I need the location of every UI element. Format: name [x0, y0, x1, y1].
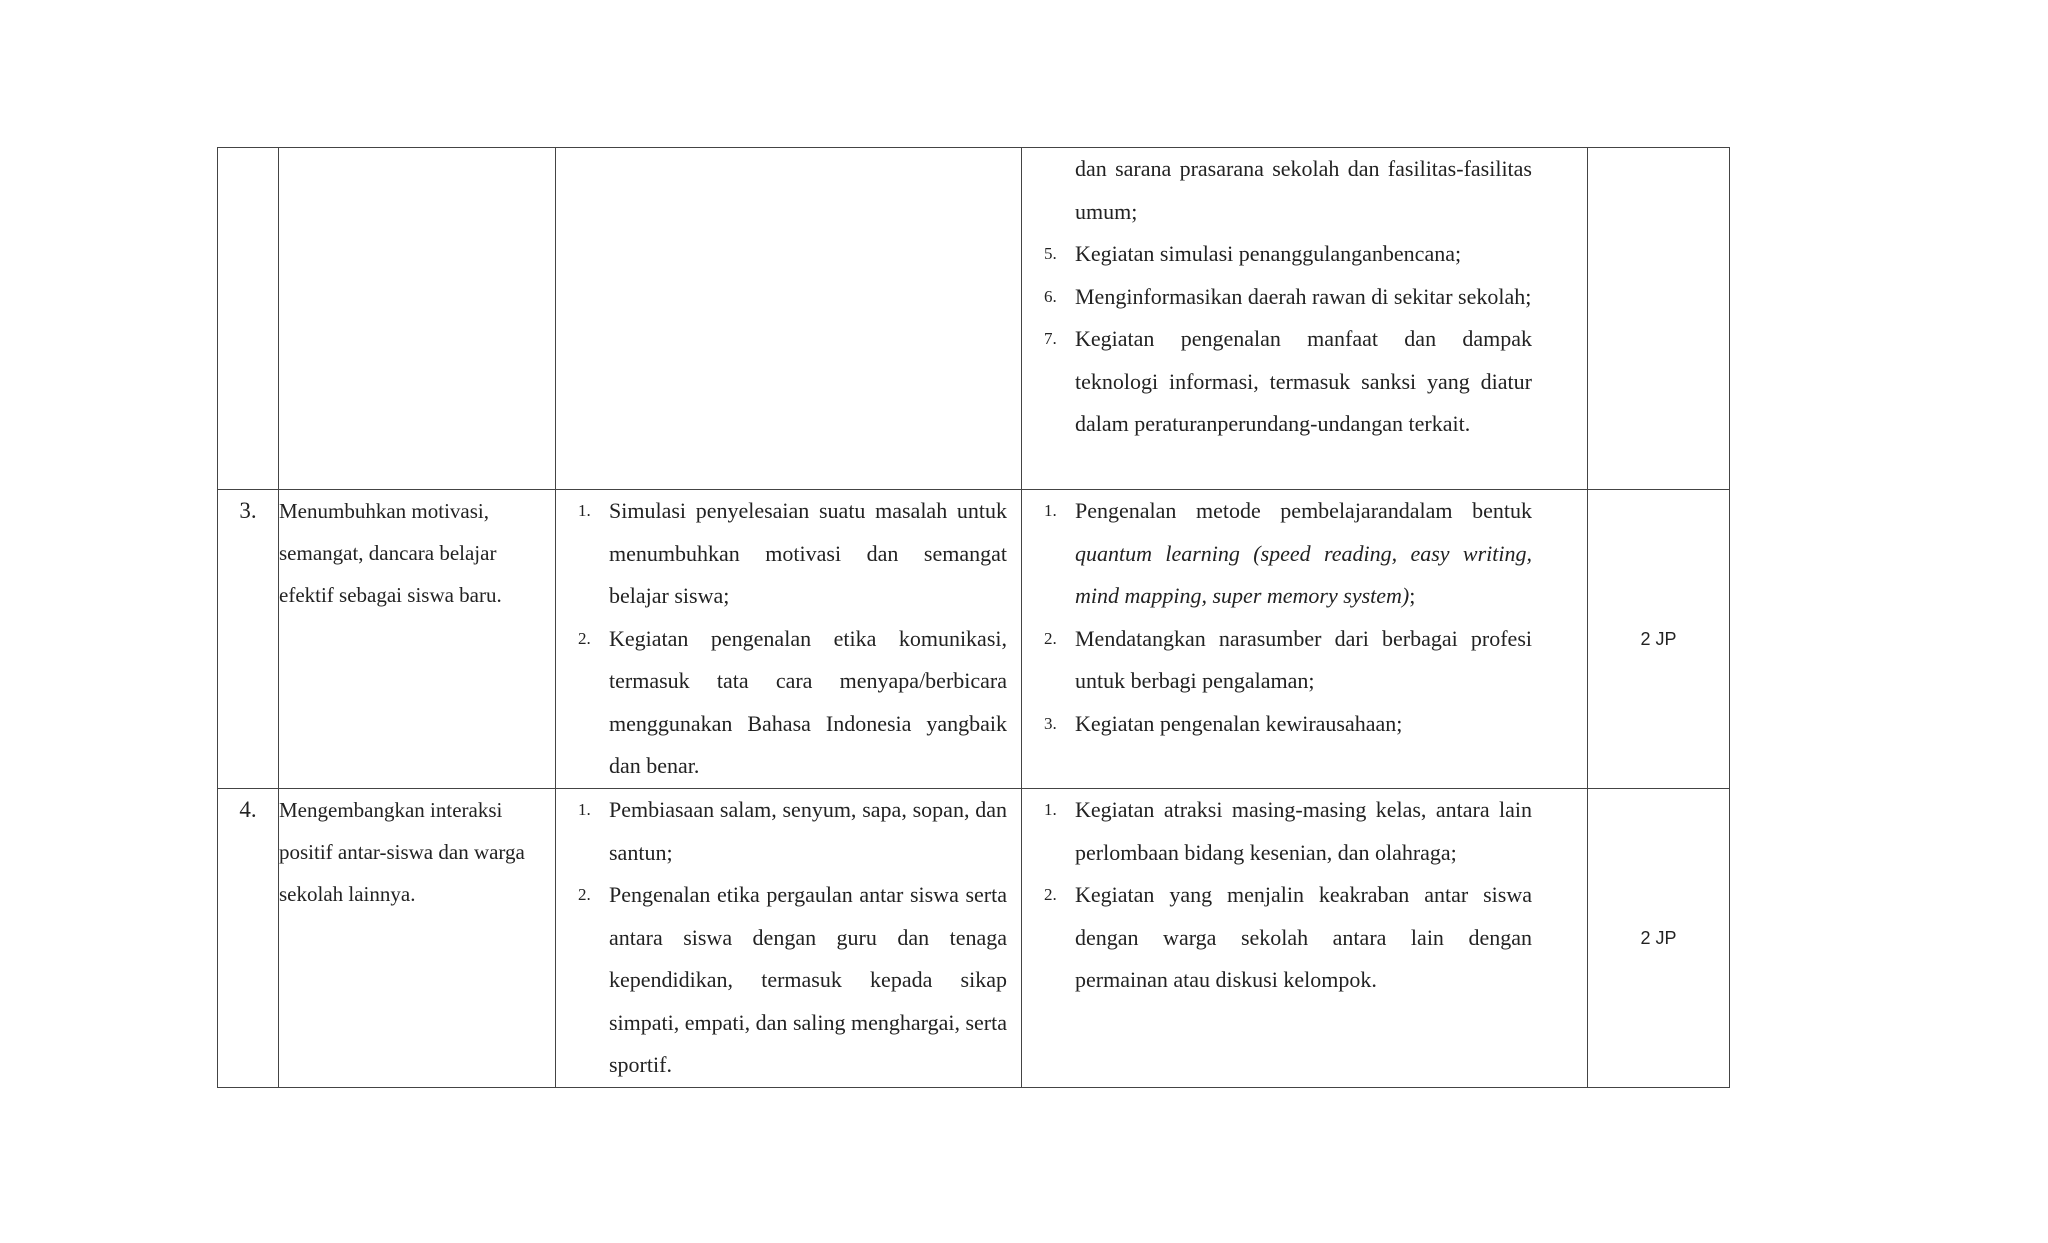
- row-time: 2 JP: [1588, 490, 1730, 789]
- row-time: 2 JP: [1588, 789, 1730, 1088]
- row-number: 4.: [218, 789, 279, 1088]
- row-goal: [279, 148, 556, 490]
- row-activities: [556, 789, 1022, 1088]
- list-item: 1. Kegiatan atraksi masing-masing kelas, antara lain perlombaan bidang kesenian, dan olahraga;: [1044, 797, 1532, 865]
- row-activities: [556, 490, 1022, 789]
- activity-table: [217, 147, 1730, 1088]
- list-item: 7. Kegiatan pengenalan manfaat dan dampak teknologi informasi, termasuk sanksi yang diatur dalam peraturanperundang-undangan terkait.: [1044, 326, 1532, 436]
- list-item: 2. Pengenalan etika pergaulan antar siswa serta antara siswa dengan guru dan tenaga kependidikan, termasuk kepada sikap simpati, empati, dan saling menghargai, serta sportif.: [578, 882, 1007, 1077]
- table-row: [218, 789, 1730, 1088]
- list-item: 2. Kegiatan yang menjalin keakraban antar siswa dengan warga sekolah antara lain dengan permainan atau diskusi kelompok.: [1044, 882, 1532, 992]
- list-item: 2. Kegiatan pengenalan etika komunikasi, termasuk tata cara menyapa/berbicara menggunakan Bahasa Indonesia yangbaik dan benar.: [578, 625, 1007, 778]
- row-goal: Mengembangkan interaksi positif antar-siswa dan warga sekolah lainnya.: [279, 789, 556, 1088]
- list-item: 2. Mendatangkan narasumber dari berbagai profesi untuk berbagi pengalaman;: [1044, 625, 1532, 693]
- list-item: 1. Simulasi penyelesaian suatu masalah untuk menumbuhkan motivasi dan semangat belajar siswa;: [578, 498, 1007, 608]
- row-goal: Menumbuhkan motivasi, semangat, dancara belajar efektif sebagai siswa baru.: [279, 490, 556, 789]
- list-item: 1. Pembiasaan salam, senyum, sapa, sopan, dan santun;: [578, 797, 1007, 865]
- row-materials: [1022, 490, 1588, 789]
- list-item: 3. Kegiatan pengenalan kewirausahaan;: [1044, 710, 1403, 736]
- table-row: [218, 148, 1730, 490]
- list-item: 1. Pengenalan metode pembelajarandalam bentuk quantum learning (speed reading, easy writing, mind mapping, super memory system);: [1044, 498, 1532, 608]
- list-item: dan sarana prasarana sekolah dan fasilitas-fasilitas umum;: [1075, 156, 1532, 224]
- row-time: [1588, 148, 1730, 490]
- row-number: 3.: [218, 490, 279, 789]
- row-materials: [1022, 789, 1588, 1088]
- list-item: 5. Kegiatan simulasi penanggulanganbencana;: [1044, 241, 1462, 266]
- table-row: [218, 490, 1730, 789]
- row-materials: [1022, 148, 1588, 490]
- row-number: [218, 148, 279, 490]
- list-item: 6. Menginformasikan daerah rawan di sekitar sekolah;: [1044, 283, 1532, 309]
- row-activities: [556, 148, 1022, 490]
